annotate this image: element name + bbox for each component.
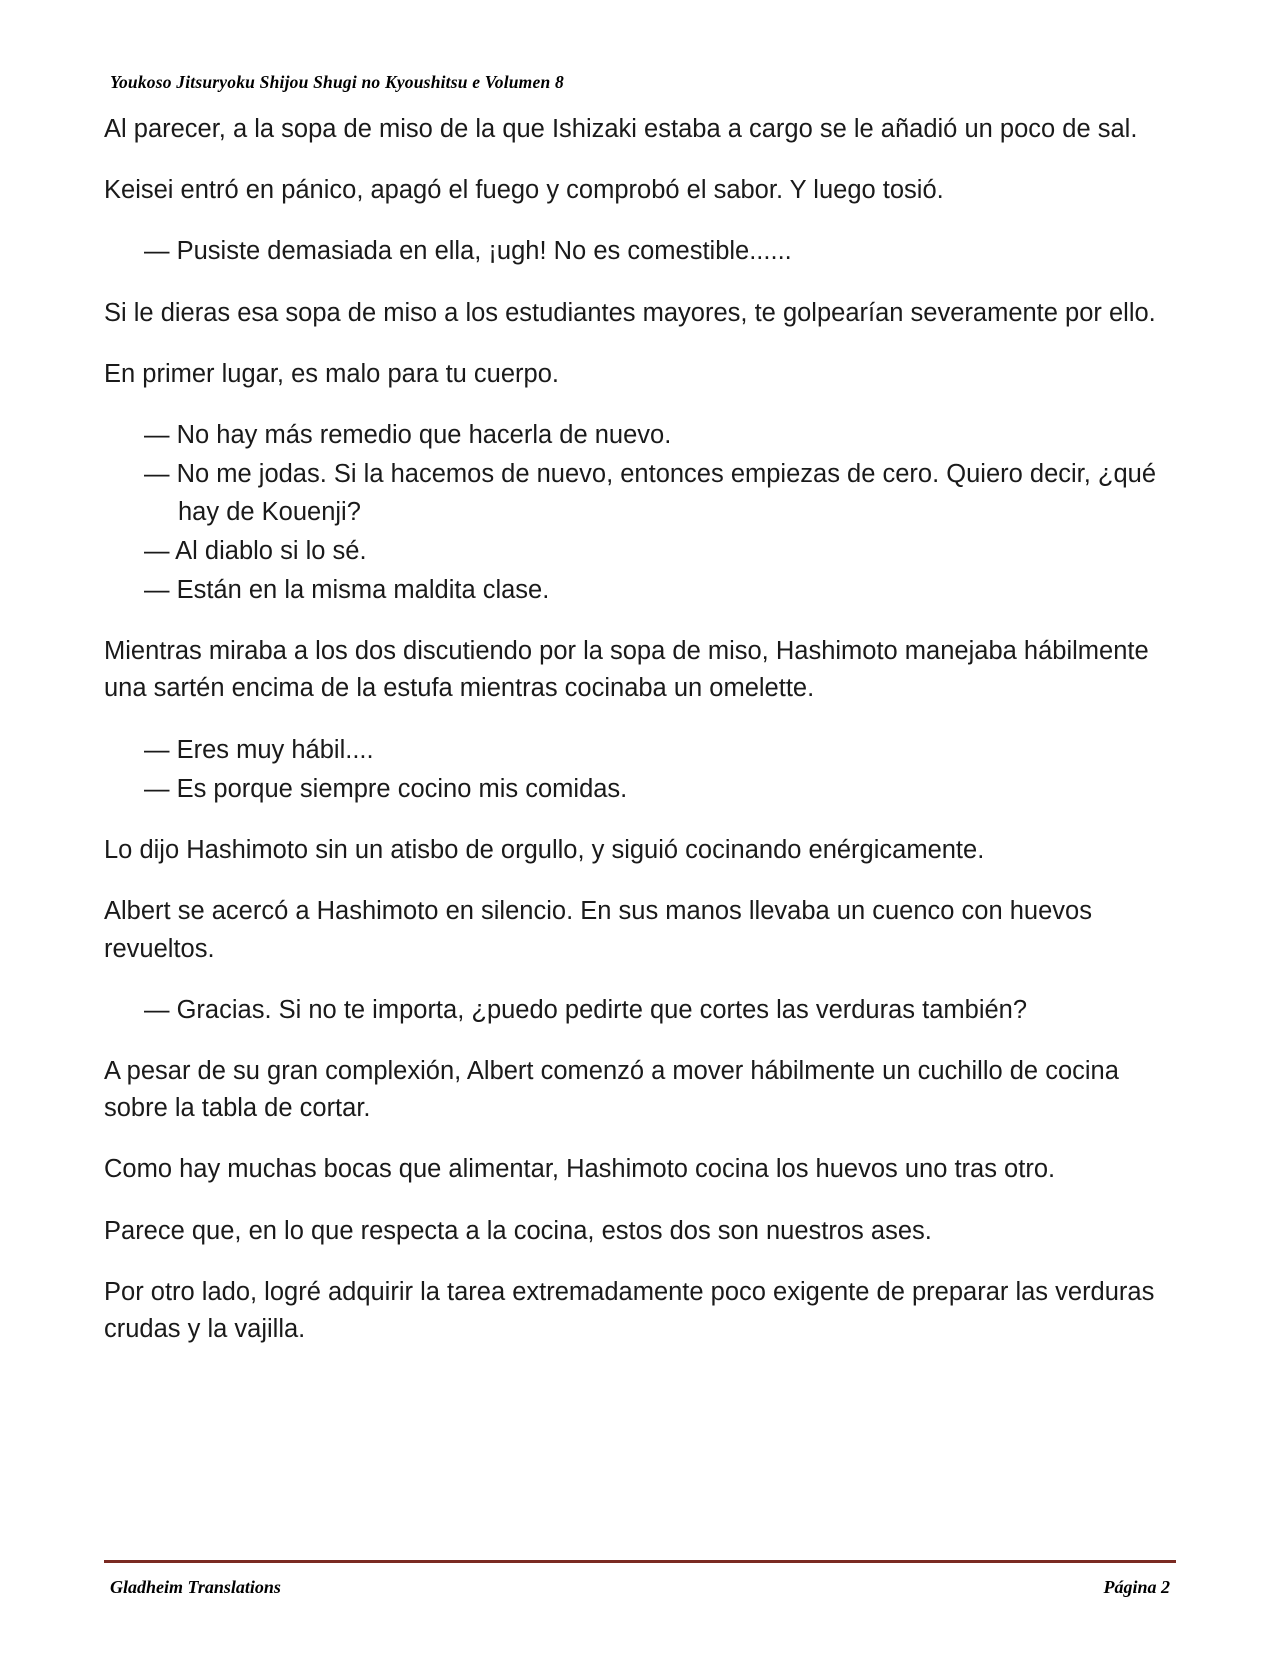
paragraph: Al parecer, a la sopa de miso de la que Ishizaki estaba a cargo se le añadió un poco de sal. — [104, 115, 1138, 143]
dialogue-line: — Gracias. Si no te importa, ¿puedo pedirte que cortes las verduras también? — [144, 995, 1028, 1024]
dialogue-line: — No me jodas. Si la hacemos de nuevo, entonces empiezas de cero. Quiero decir, ¿qué hay de Kouenji? — [144, 460, 1157, 526]
dialogue-line: — No hay más remedio que hacerla de nuevo. — [144, 421, 672, 450]
dialogue-list — [104, 417, 1176, 609]
document-body — [104, 111, 1176, 1348]
dialogue-list — [104, 732, 1176, 808]
dialogue-line: — Al diablo si lo sé. — [144, 536, 367, 565]
paragraph: Lo dijo Hashimoto sin un atisbo de orgullo, y siguió cocinando enérgicamente. — [104, 836, 985, 865]
page-number: Página 2 — [1103, 1577, 1170, 1597]
paragraph: Mientras miraba a los dos discutiendo por la sopa de miso, Hashimoto manejaba hábilmente una sartén encima de la estufa mientras cocinaba un omelette. — [104, 637, 1149, 703]
page-footer — [104, 1560, 1176, 1598]
paragraph: A pesar de su gran complexión, Albert comenzó a mover hábilmente un cuchillo de cocina sobre la tabla de cortar. — [104, 1056, 1119, 1123]
footer-credit: Gladheim Translations — [110, 1577, 281, 1597]
footer-divider — [104, 1560, 1176, 1563]
dialogue-line: — Eres muy hábil.... — [144, 735, 374, 764]
dialogue-list — [104, 233, 1176, 270]
page-header: Youkoso Jitsuryoku Shijou Shugi no Kyoushitsu e Volumen 8 — [110, 72, 564, 92]
paragraph: Como hay muchas bocas que alimentar, Hashimoto cocina los huevos uno tras otro. — [104, 1155, 1056, 1184]
paragraph: En primer lugar, es malo para tu cuerpo. — [104, 359, 559, 388]
paragraph: Parece que, en lo que respecta a la cocina, estos dos son nuestros ases. — [104, 1216, 932, 1245]
dialogue-line: — Pusiste demasiada en ella, ¡ugh! No es comestible...... — [144, 237, 792, 266]
dialogue-line: — Es porque siempre cocino mis comidas. — [144, 774, 628, 803]
dialogue-line: — Están en la misma maldita clase. — [144, 575, 550, 604]
dialogue-list — [104, 992, 1176, 1029]
paragraph: Por otro lado, logré adquirir la tarea extremadamente poco exigente de preparar las verduras crudas y la vajilla. — [104, 1277, 1155, 1344]
paragraph: Keisei entró en pánico, apagó el fuego y comprobó el sabor. Y luego tosió. — [104, 176, 944, 205]
paragraph: Si le dieras esa sopa de miso a los estudiantes mayores, te golpearían severamente por ello. — [104, 298, 1156, 327]
paragraph: Albert se acercó a Hashimoto en silencio. En sus manos llevaba un cuenco con huevos revueltos. — [104, 897, 1092, 963]
